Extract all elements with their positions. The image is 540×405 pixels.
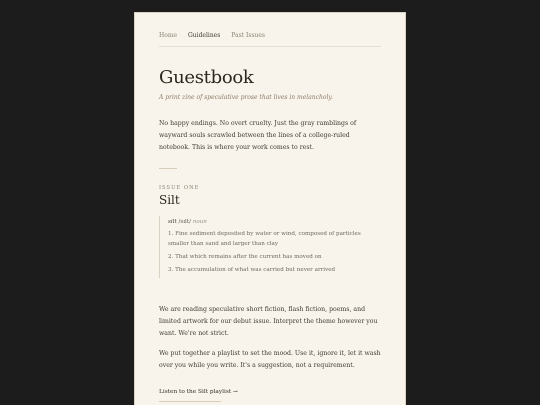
playlist-paragraph: We put together a playlist to set the mood. Use it, ignore it, let it wash over you while you write. It's a suggestion, not a requirement.	[159, 350, 381, 369]
playlist-link[interactable]: Listen to the Silt playlist →	[159, 389, 238, 395]
page-tagline: A print zine of speculative prose that lives in melancholy.	[159, 94, 333, 101]
page-content	[159, 13, 381, 405]
definition-sense: 3. The accumulation of what was carried but never arrived	[168, 267, 336, 273]
definition-list	[168, 229, 381, 275]
intro-paragraph: No happy endings. No overt cruelty. Just the gray ramblings of wayward souls scrawled between the lines of a college-ruled notebook. This is where your work comes to rest.	[159, 120, 357, 151]
definition-word: silt	[168, 219, 177, 225]
definition-pronunciation: /sɪlt/	[178, 219, 191, 225]
nav-item-guidelines[interactable]: Guidelines	[188, 32, 221, 39]
nav-item-home[interactable]: Home	[159, 32, 178, 39]
definition-sense: 2. That which remains after the current has moved on	[168, 254, 322, 260]
definition-part-of-speech: noun	[192, 219, 207, 225]
issue-eyebrow: ISSUE ONE	[159, 185, 200, 191]
page-title: Guestbook	[159, 67, 254, 88]
page-card	[135, 13, 405, 405]
section-divider	[159, 168, 177, 169]
definition-header	[168, 218, 381, 226]
definition-block	[159, 216, 381, 278]
nav-divider	[159, 46, 381, 47]
nav-item-past-issues[interactable]: Past Issues	[231, 32, 266, 39]
footer-divider	[159, 401, 221, 402]
top-nav	[159, 32, 274, 40]
issue-title: Silt	[159, 193, 180, 207]
definition-sense: 1. Fine sediment deposited by water or wind, composed of particles smaller than sand and larger than clay	[168, 231, 361, 247]
submission-paragraph: We are reading speculative short fiction, flash fiction, poems, and limited artwork for our debut issue. Interpret the theme however you want. We're not strict.	[159, 306, 378, 337]
